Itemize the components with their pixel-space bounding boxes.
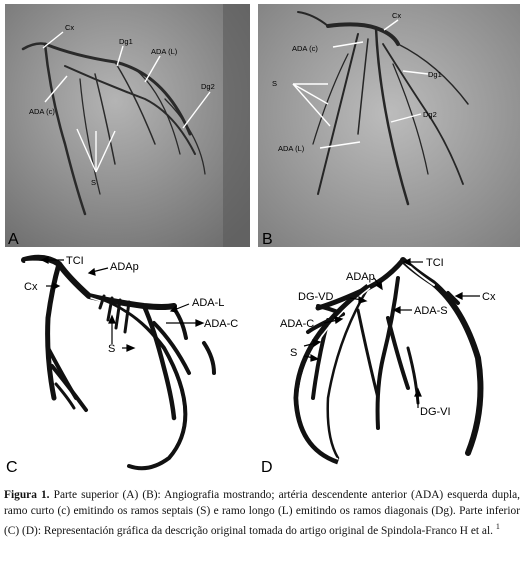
label-ada-c: ADA (c) <box>292 44 318 53</box>
label-ada-s: ADA-S <box>414 305 448 317</box>
caption-label: Figura 1. <box>4 489 50 501</box>
label-cx: Cx <box>482 291 496 303</box>
label-cx: Cx <box>65 23 75 32</box>
angiography-panel-b <box>258 4 520 247</box>
label-cx: Cx <box>24 281 38 293</box>
label-dg1: Dg1 <box>428 70 442 79</box>
label-dg2: Dg2 <box>201 82 215 91</box>
label-dg-vi: DG-VI <box>420 406 451 418</box>
label-adap: ADAp <box>346 271 375 283</box>
label-s: S <box>108 343 116 355</box>
label-dg-vd: DG-VD <box>298 291 334 303</box>
label-ada-l: ADA (L) <box>151 47 178 56</box>
label-ada-l: ADA-L <box>192 297 225 309</box>
label-adap: ADAp <box>110 261 139 273</box>
label-s: S <box>272 79 278 88</box>
label-s: S <box>290 347 298 359</box>
caption-text: Parte superior (A) (B): Angiografia mostrando; artéria descendente anterior (ADA) esquerda dupla, ramo curto (c) emitindo os ramos septais (S) e ramo longo (L) emitindo os ramos diagonais (Dg). Parte inferior (C) (D): Representación gráfica da descrição original tomada do artigo original de Spindola-Franco H et al. <box>4 489 521 537</box>
angiography-image-b <box>258 4 520 247</box>
angiography-panel-a <box>5 4 250 247</box>
label-ada-l: ADA (L) <box>278 144 305 153</box>
schematic-panel-c <box>4 248 257 478</box>
panel-letter-d: D <box>261 459 273 476</box>
schematic-panel-d <box>258 248 520 478</box>
figure-caption <box>4 488 520 539</box>
label-ada-c: ADA (c) <box>29 107 55 116</box>
caption-reference: 1 <box>495 522 500 531</box>
label-ada-c: ADA-C <box>280 318 315 330</box>
angiography-image-a <box>5 4 250 247</box>
panel-letter-c: C <box>6 459 18 476</box>
label-tci: TCI <box>66 255 84 267</box>
label-dg2: Dg2 <box>423 110 437 119</box>
schematic-drawing-c <box>4 248 257 478</box>
label-s: S <box>91 178 97 187</box>
label-tci: TCI <box>426 257 444 269</box>
schematic-drawing-d <box>258 248 520 478</box>
label-cx: Cx <box>392 11 402 20</box>
label-dg1: Dg1 <box>119 37 133 46</box>
panel-letter-b: B <box>262 231 273 247</box>
label-ada-c: ADA-C <box>204 318 239 330</box>
panel-letter-a: A <box>8 231 19 247</box>
